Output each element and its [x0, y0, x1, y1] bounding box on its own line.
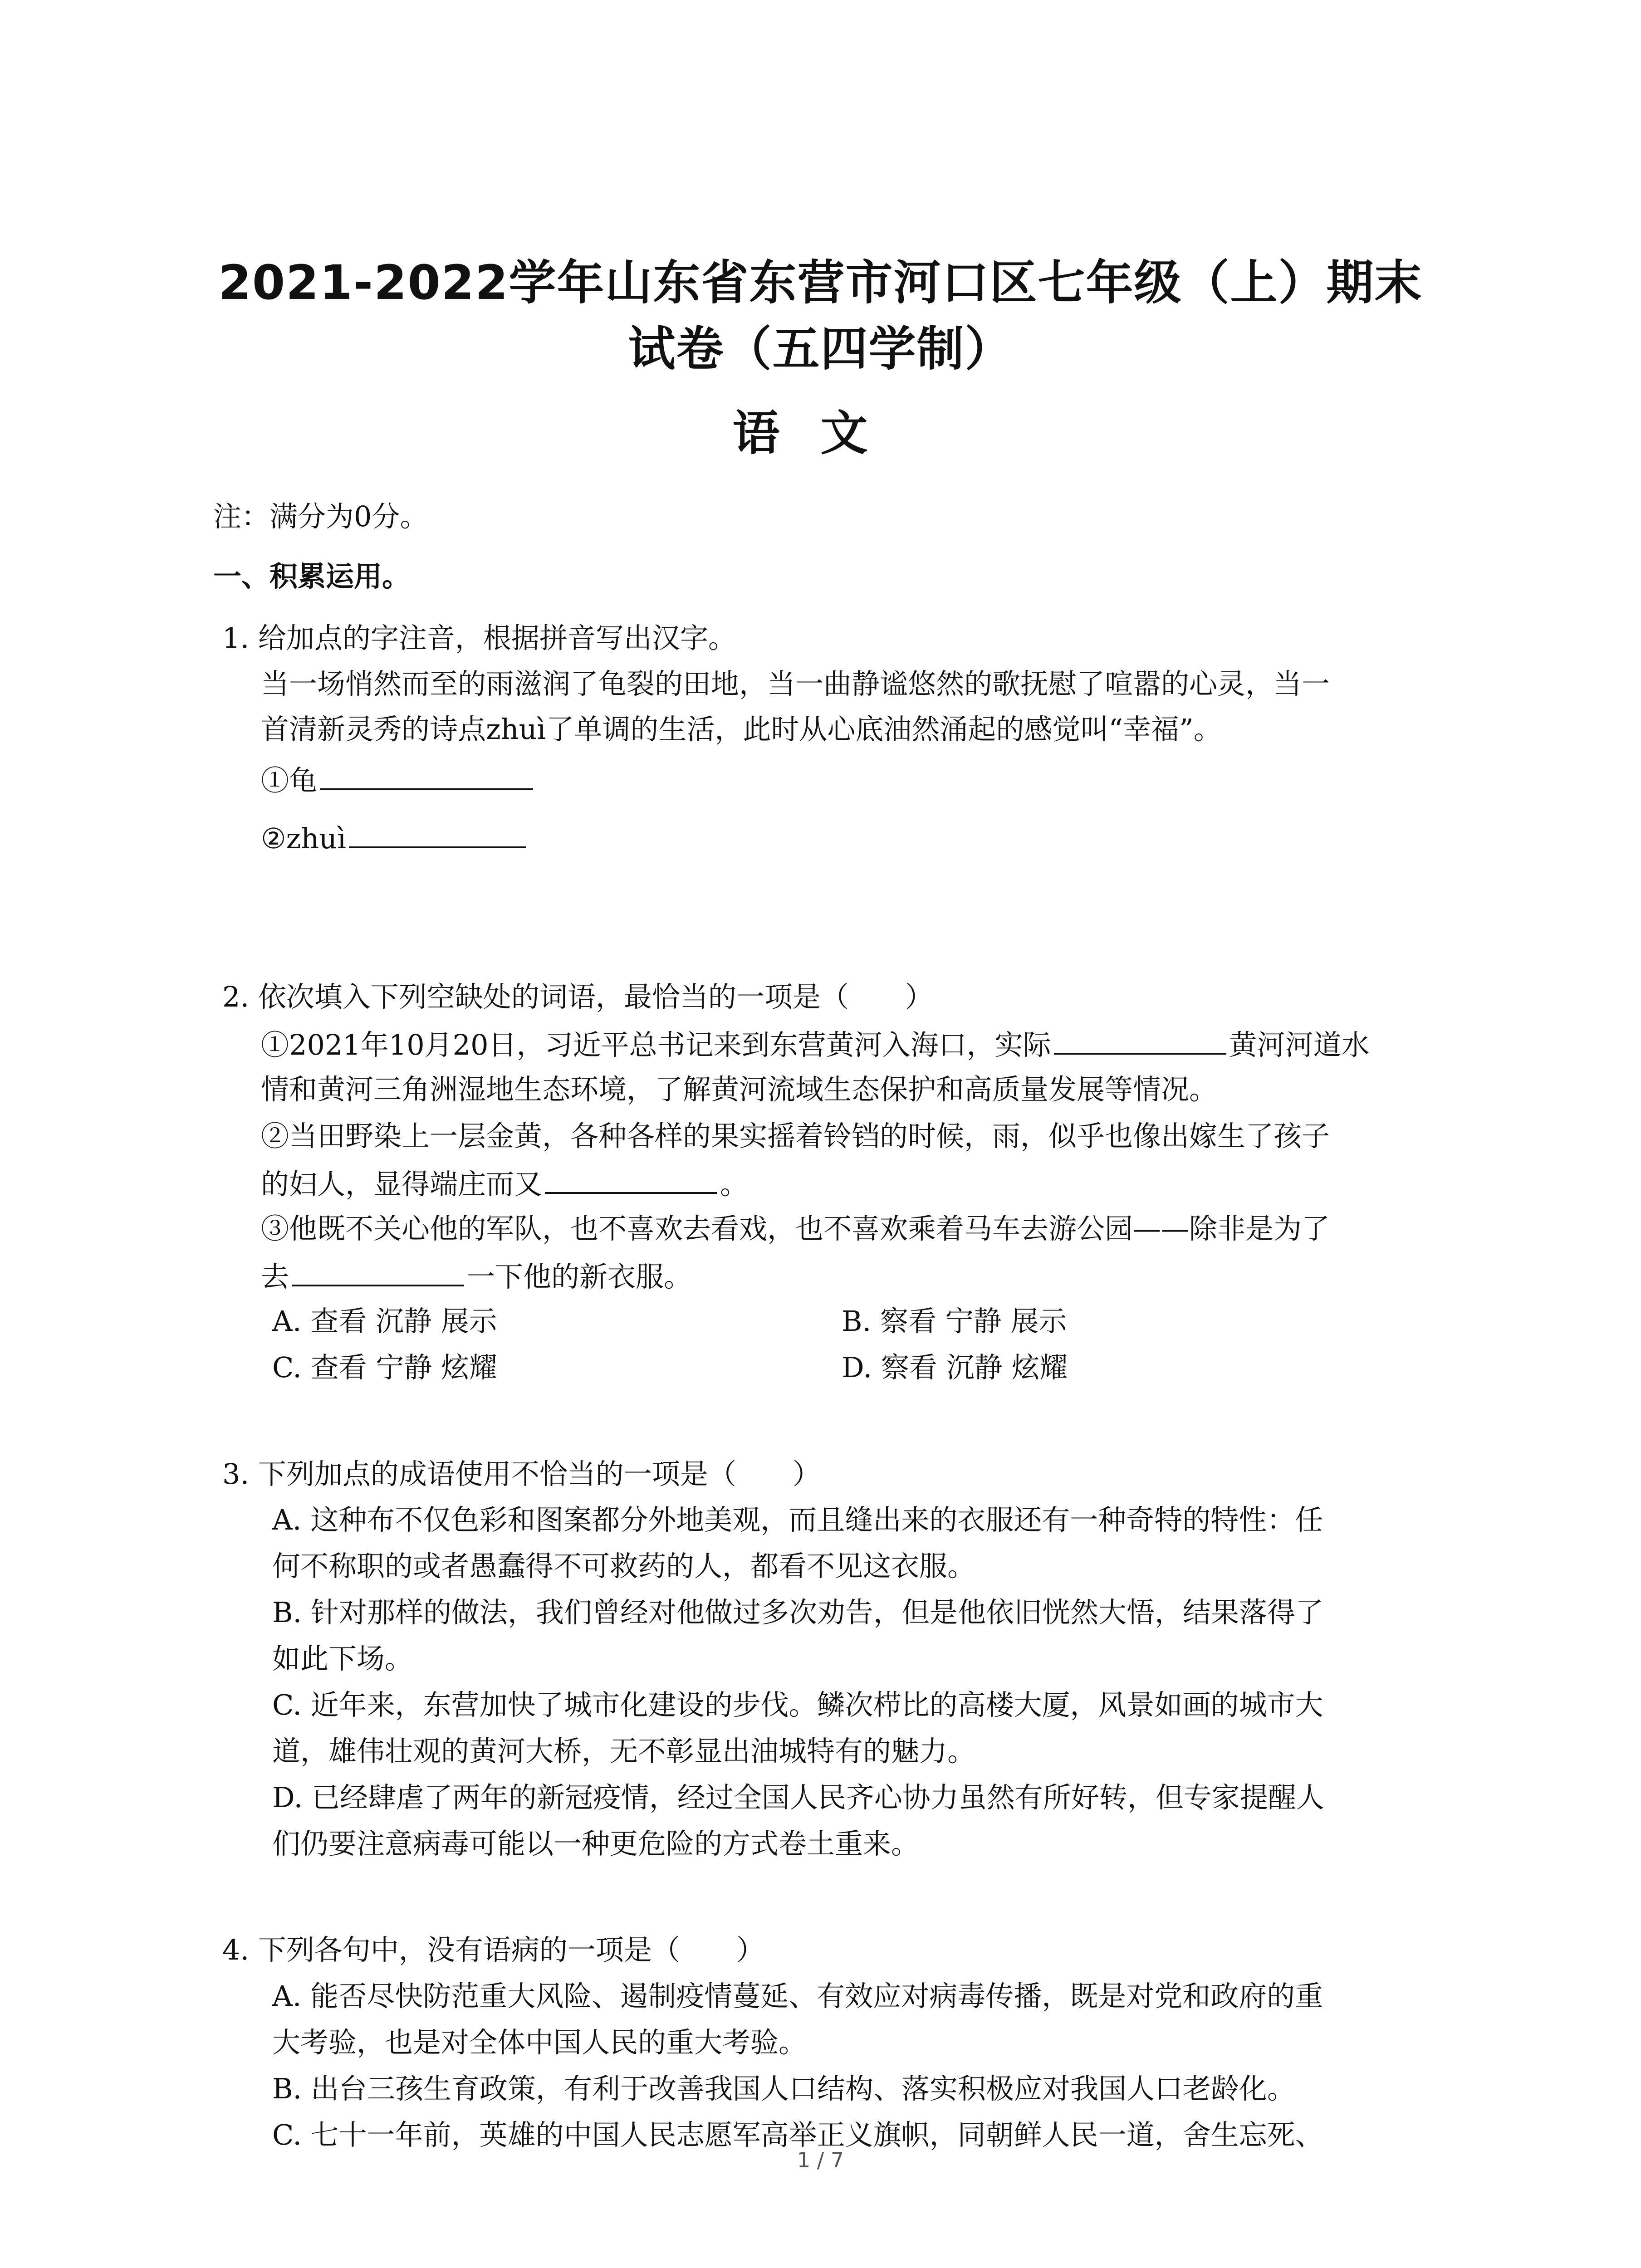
question-2-sentence2-line2	[261, 1162, 748, 1205]
question-2-stem: 2. 依次填入下列空缺处的词语，最恰当的一项是（ ）	[222, 980, 933, 1013]
answer-blank[interactable]	[349, 816, 526, 848]
question-4-option-b-line1: B. 出台三孩生育政策，有利于改善我国人口结构、落实积极应对我国人口老龄化。	[272, 2072, 1295, 2105]
exam-title-line1: 2021-2022学年山东省东营市河口区七年级（上）期末	[218, 255, 1423, 310]
answer-blank[interactable]	[292, 1255, 464, 1286]
question-1-item1-label: ①龟	[261, 764, 318, 797]
question-1-item2-label: ②zhuì	[261, 822, 346, 855]
question-2-option-a: A. 查看 沉静 展示	[272, 1305, 497, 1338]
question-1-text-line2: 首清新灵秀的诗点zhuì了单调的生活，此时从心底油然涌起的感觉叫“幸福”。	[261, 713, 1222, 746]
question-1-stem: 1. 给加点的字注音，根据拼音写出汉字。	[222, 621, 736, 655]
question-2-sentence3-line2	[261, 1255, 692, 1297]
question-4-option-a-line1: A. 能否尽快防范重大风险、遏制疫情蔓延、有效应对病毒传播，既是对党和政府的重	[272, 1980, 1323, 2013]
question-3-option-b-line1: B. 针对那样的做法，我们曾经对他做过多次劝告，但是他依旧恍然大悟，结果落得了	[272, 1596, 1323, 1629]
question-3-option-d-line1: D. 已经肆虐了两年的新冠疫情，经过全国人民齐心协力虽然有所好转，但专家提醒人	[272, 1781, 1324, 1814]
question-2-sentence3-part2: 一下他的新衣服。	[467, 1260, 692, 1293]
answer-blank[interactable]	[545, 1162, 717, 1194]
question-3-option-a-line1: A. 这种布不仅色彩和图案都分外地美观，而且缝出来的衣服还有一种奇特的特性：任	[272, 1503, 1323, 1536]
section-heading: 一、积累运用。	[213, 560, 411, 593]
question-1-item1	[261, 758, 536, 801]
question-2-option-c: C. 查看 宁静 炫耀	[272, 1351, 498, 1384]
score-note: 注：满分为0分。	[213, 500, 428, 533]
question-4-stem: 4. 下列各句中，没有语病的一项是（ ）	[222, 1933, 764, 1966]
question-2-option-b: B. 察看 宁静 展示	[842, 1305, 1067, 1338]
question-3-option-b-line2: 如此下场。	[272, 1642, 413, 1675]
question-2-sentence3-part1: 去	[261, 1260, 289, 1293]
question-3-stem: 3. 下列加点的成语使用不恰当的一项是（ ）	[222, 1457, 821, 1491]
question-2-sentence1-line2: 情和黄河三角洲湿地生态环境，了解黄河流域生态保护和高质量发展等情况。	[261, 1073, 1218, 1106]
answer-blank[interactable]	[1054, 1023, 1226, 1055]
question-2-sentence1-part2: 黄河河道水	[1229, 1028, 1370, 1061]
subject-title: 语文	[732, 406, 909, 461]
question-2-option-d: D. 察看 沉静 炫耀	[842, 1351, 1068, 1384]
question-1-item2	[261, 816, 529, 859]
question-2-sentence2-line1: ②当田野染上一层金黄，各种各样的果实摇着铃铛的时候，雨，似乎也像出嫁生了孩子	[261, 1119, 1330, 1153]
answer-blank[interactable]	[320, 758, 533, 790]
question-2-sentence1-part1: ①2021年10月20日，习近平总书记来到东营黄河入海口，实际	[261, 1028, 1051, 1061]
question-2-sentence3-line1: ③他既不关心他的军队，也不喜欢去看戏，也不喜欢乘着马车去游公园——除非是为了	[261, 1212, 1330, 1245]
question-3-option-c-line2: 道，雄伟壮观的黄河大桥，无不彰显出油城特有的魅力。	[272, 1735, 976, 1768]
question-4-option-a-line2: 大考验，也是对全体中国人民的重大考验。	[272, 2026, 807, 2059]
question-4-option-c-line1: C. 七十一年前，英雄的中国人民志愿军高举正义旗帜，同朝鲜人民一道，舍生忘死、	[272, 2118, 1323, 2151]
question-3-option-d-line2: 们仍要注意病毒可能以一种更危险的方式卷土重来。	[272, 1827, 920, 1860]
question-3-option-a-line2: 何不称职的或者愚蠢得不可救药的人，都看不见这衣服。	[272, 1549, 976, 1583]
question-2-sentence1-line1	[261, 1023, 1370, 1066]
question-3-option-c-line1: C. 近年来，东营加快了城市化建设的步伐。鳞次栉比的高楼大厦，风景如画的城市大	[272, 1688, 1323, 1721]
question-1-text-line1: 当一场悄然而至的雨滋润了龟裂的田地，当一曲静谧悠然的歌抚慰了喧嚣的心灵，当一	[261, 667, 1330, 700]
exam-title-line2: 试卷（五四学制）	[628, 321, 1013, 376]
question-2-sentence2-part2: 。	[720, 1168, 749, 1201]
question-2-sentence2-part1: 的妇人，显得端庄而又	[261, 1168, 543, 1201]
page-number: 1 / 7	[797, 2148, 844, 2172]
